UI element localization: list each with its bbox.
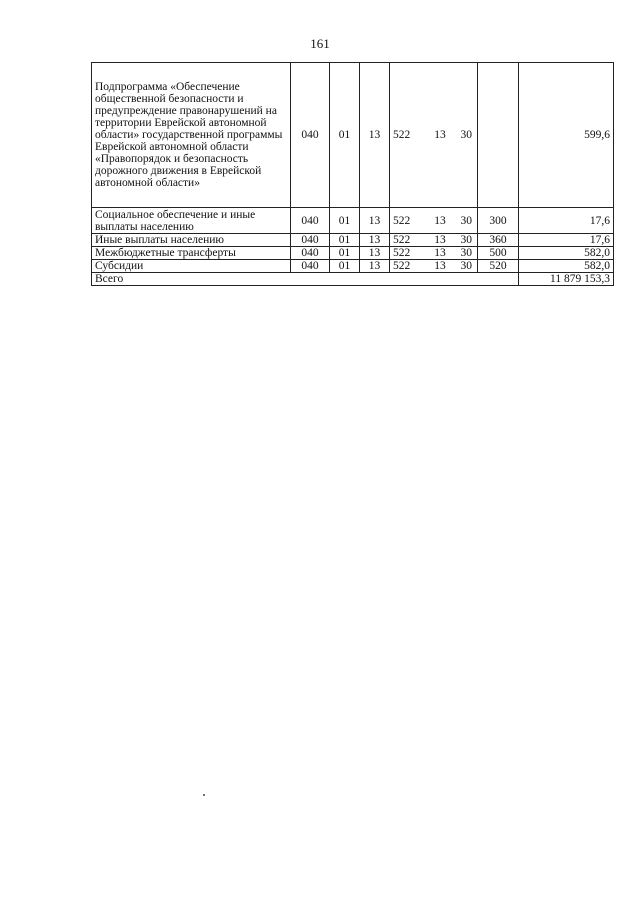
table-row: [92, 247, 614, 260]
rz-code: 01: [330, 234, 360, 247]
vr-code: 520: [478, 260, 519, 273]
page-number: 161: [310, 36, 330, 51]
table-row: [92, 63, 614, 208]
sum-value: 599,6: [519, 63, 614, 208]
target-code-part3: 30: [456, 260, 478, 273]
gr-code: 040: [291, 208, 330, 234]
pr-code: 13: [360, 63, 390, 208]
target-code-part2: 13: [425, 260, 456, 273]
target-code-part1: 522: [390, 247, 425, 260]
pr-code: 13: [360, 234, 390, 247]
target-code-part1: 522: [390, 208, 425, 234]
target-code-part2: 13: [425, 208, 456, 234]
vr-code: 300: [478, 208, 519, 234]
table-row: [92, 208, 614, 234]
target-code-part1: 522: [390, 234, 425, 247]
target-code-part3: 30: [456, 234, 478, 247]
sum-value: 17,6: [519, 234, 614, 247]
vr-code: 360: [478, 234, 519, 247]
gr-code: 040: [291, 247, 330, 260]
pr-code: 13: [360, 208, 390, 234]
gr-code: 040: [291, 63, 330, 208]
pr-code: 13: [360, 260, 390, 273]
target-code-part2: 13: [425, 63, 456, 208]
target-code-part3: 30: [456, 208, 478, 234]
row-name: Социальное обеспечение и иные выплаты населению: [92, 208, 291, 234]
vr-code: [478, 63, 519, 208]
rz-code: 01: [330, 63, 360, 208]
gr-code: 040: [291, 260, 330, 273]
sum-value: 17,6: [519, 208, 614, 234]
row-name: Субсидии: [92, 260, 291, 273]
row-name: Иные выплаты населению: [92, 234, 291, 247]
pr-code: 13: [360, 247, 390, 260]
target-code-part1: 522: [390, 63, 425, 208]
target-code-part2: 13: [425, 234, 456, 247]
row-name: Подпрограмма «Обеспечение общественной безопасности и предупреждение правонарушений на территории Еврейской автономной области» государственной программы Еврейской автономной области «Правопорядок и безопасность дорожного движения в Еврейской автономной области»: [92, 63, 291, 208]
sum-value: 582,0: [519, 247, 614, 260]
budget-table: [91, 62, 614, 286]
rz-code: 01: [330, 208, 360, 234]
target-code-part1: 522: [390, 260, 425, 273]
gr-code: 040: [291, 234, 330, 247]
target-code-part3: 30: [456, 247, 478, 260]
row-name: Межбюджетные трансферты: [92, 247, 291, 260]
rz-code: 01: [330, 260, 360, 273]
table-row: [92, 260, 614, 273]
vr-code: 500: [478, 247, 519, 260]
target-code-part3: 30: [456, 63, 478, 208]
target-code-part2: 13: [425, 247, 456, 260]
rz-code: 01: [330, 247, 360, 260]
scan-speck: [203, 794, 205, 796]
total-sum: 11 879 153,3: [519, 273, 614, 286]
table-row: [92, 234, 614, 247]
total-row: [92, 273, 614, 286]
sum-value: 582,0: [519, 260, 614, 273]
total-label: Всего: [92, 273, 519, 286]
